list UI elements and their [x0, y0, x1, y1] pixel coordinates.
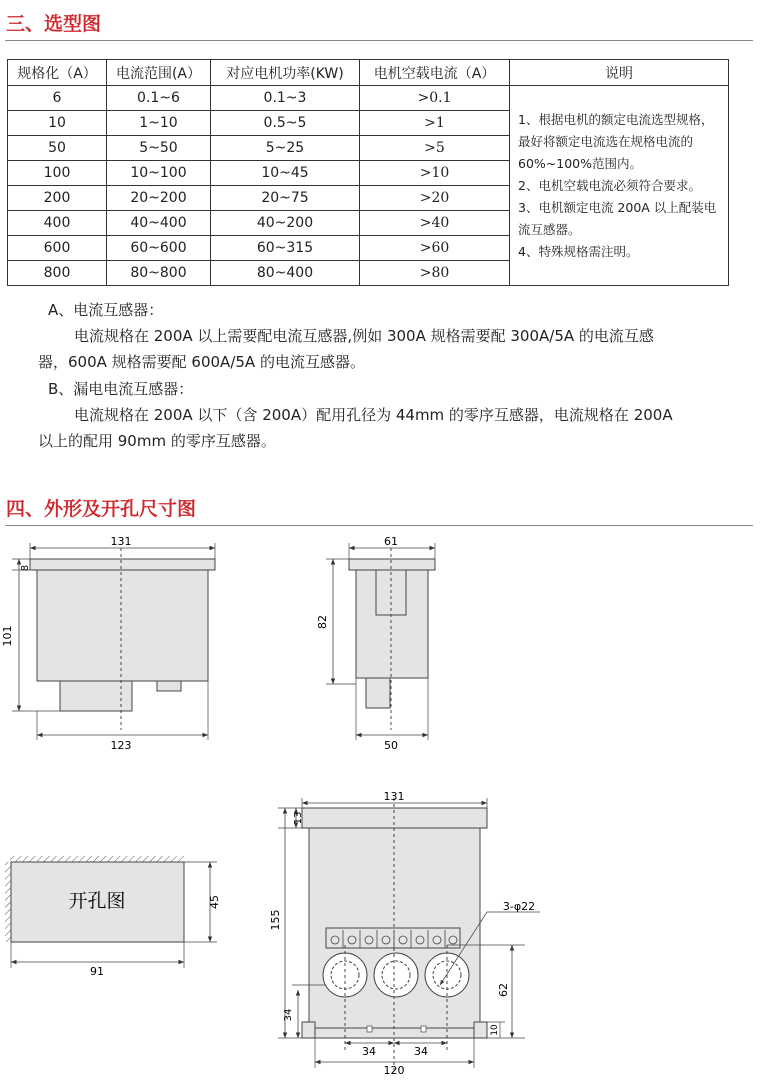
table-cell: >5 [360, 136, 510, 161]
column-header: 对应电机功率(KW) [211, 60, 360, 86]
dim-label: 82 [316, 615, 329, 629]
table-cell: 400 [8, 211, 107, 236]
dim-label: 10 [490, 1024, 500, 1036]
section-title-selection: 三、选型图 [6, 13, 102, 35]
table-cell: 80~800 [107, 261, 211, 286]
table-cell: 200 [8, 186, 107, 211]
side-view-drawing [326, 543, 435, 740]
table-cell: >60 [360, 236, 510, 261]
dim-label: 45 [208, 895, 221, 909]
table-cell: 600 [8, 236, 107, 261]
dim-label: 155 [269, 909, 282, 931]
table-cell: 40~200 [211, 211, 360, 236]
table-cell: 80~400 [211, 261, 360, 286]
dim-label: 8 [20, 564, 31, 572]
table-cell: >0.1 [360, 86, 510, 111]
para-b-line1: 电流规格在 200A 以下（含 200A）配用孔径为 44mm 的零序互感器，电流规格在 200A [74, 406, 673, 424]
table-cell: 100 [8, 161, 107, 186]
table-cell: 5~50 [107, 136, 211, 161]
table-cell: 10 [8, 111, 107, 136]
para-a-heading: A、电流互感器： [48, 301, 164, 319]
note-item: 3、电机额定电流 200A 以上配装电流互感器。 [518, 199, 717, 237]
note-item: 4、特殊规格需注明。 [518, 243, 639, 259]
table-cell: 10~45 [211, 161, 360, 186]
table-cell: >40 [360, 211, 510, 236]
dim-label: 34 [283, 1008, 294, 1022]
note-item: 1、根据电机的额定电流选型规格，最好将额定电流选在规格电流的60%~100%范围内。 [518, 111, 714, 171]
bottom-view-drawing [278, 798, 540, 1070]
table-cell: 1~10 [107, 111, 211, 136]
dim-label: 131 [383, 790, 405, 803]
dim-label: 34 [362, 1045, 376, 1058]
dim-label: 13 [293, 811, 304, 825]
table-cell: 50 [8, 136, 107, 161]
table-cell: 5~25 [211, 136, 360, 161]
column-header: 说明 [510, 60, 729, 86]
table-cell: 0.1~6 [107, 86, 211, 111]
column-header: 电机空载电流（A） [360, 60, 510, 86]
dim-label: 91 [90, 965, 104, 978]
table-cell: >1 [360, 111, 510, 136]
table-cell: 0.5~5 [211, 111, 360, 136]
table-cell: 800 [8, 261, 107, 286]
dim-label: 50 [384, 739, 398, 752]
cutout-drawing [5, 856, 217, 968]
table-cell: 60~600 [107, 236, 211, 261]
table-cell: 10~100 [107, 161, 211, 186]
table-cell: 60~315 [211, 236, 360, 261]
dim-label: 123 [110, 739, 132, 752]
para-b-line2: 以上的配用 90mm 的零序互感器。 [38, 432, 276, 450]
dim-label: 62 [497, 983, 510, 997]
table-cell: 20~75 [211, 186, 360, 211]
dim-label: 131 [110, 535, 132, 548]
dim-label: 34 [414, 1045, 428, 1058]
table-cell: 40~400 [107, 211, 211, 236]
dim-label: 101 [1, 625, 14, 647]
table-cell: 6 [8, 86, 107, 111]
table-cell: 0.1~3 [211, 86, 360, 111]
para-a-line2: 器，600A 规格需要配 600A/5A 的电流互感器。 [38, 353, 365, 371]
dim-label: 120 [383, 1064, 405, 1077]
column-header: 电流范围(A） [107, 60, 211, 86]
table-cell: >80 [360, 261, 510, 286]
para-b-heading: B、漏电电流互感器： [48, 380, 194, 398]
table-cell: 20~200 [107, 186, 211, 211]
table-cell: >20 [360, 186, 510, 211]
note-item: 2、电机空载电流必须符合要求。 [518, 177, 701, 193]
table-cell: >10 [360, 161, 510, 186]
hole-spec-label: 3-φ22 [502, 900, 536, 913]
cutout-label: 开孔图 [68, 890, 126, 912]
front-view-drawing [12, 543, 215, 740]
section-title-dimensions: 四、外形及开孔尺寸图 [6, 498, 197, 520]
column-header: 规格化（A） [8, 60, 107, 86]
para-a-line1: 电流规格在 200A 以上需要配电流互感器,例如 300A 规格需要配 300A/5A 的电流互感 [74, 327, 654, 345]
dim-label: 61 [384, 535, 398, 548]
